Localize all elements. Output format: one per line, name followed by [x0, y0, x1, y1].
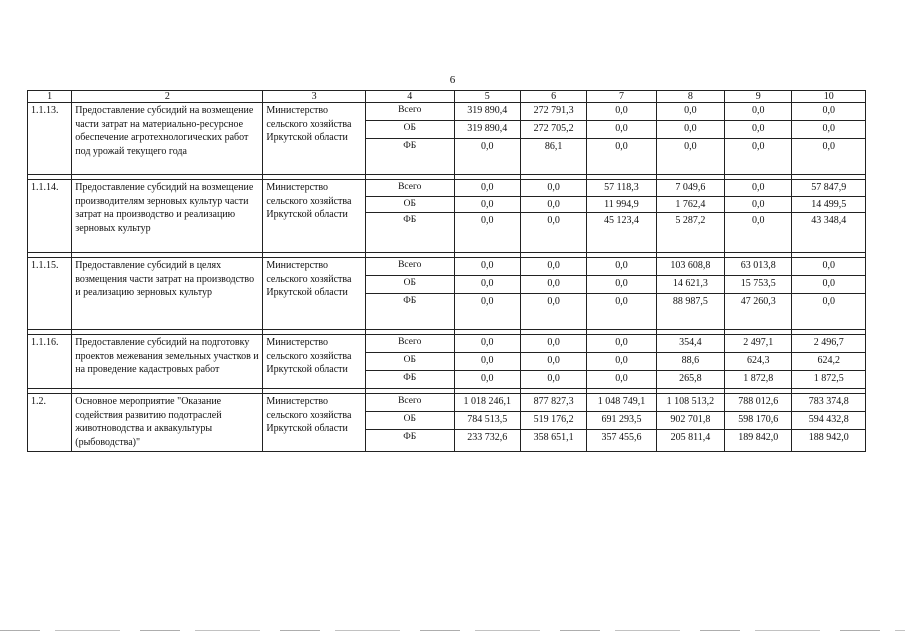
table-row: [28, 335, 866, 353]
value-cell-9: 624,3: [725, 353, 792, 371]
value-cell-9: 0,0: [725, 180, 792, 197]
value-cell-7: 0,0: [587, 335, 656, 353]
value-cell-5: 0,0: [454, 335, 520, 353]
value-cell-8: 0,0: [656, 139, 724, 175]
funding-source: Всего: [365, 258, 454, 276]
value-cell-7: 11 994,9: [587, 196, 656, 213]
funding-source: ФБ: [365, 294, 454, 330]
funding-source: Всего: [365, 180, 454, 197]
value-cell-10: 0,0: [792, 258, 866, 276]
table-row: [28, 394, 866, 412]
value-cell-8: 265,8: [656, 371, 724, 389]
value-cell-9: 1 872,8: [725, 371, 792, 389]
value-cell-8: 205 811,4: [656, 430, 724, 452]
value-cell-6: 0,0: [520, 196, 586, 213]
table-row: [28, 258, 866, 276]
item-code: 1.1.14.: [28, 180, 72, 253]
item-description: Основное мероприятие "Оказание содействия развитию подотраслей животноводства и аквакультуры (рыбоводства)": [72, 394, 263, 452]
value-cell-9: 15 753,5: [725, 276, 792, 294]
page-number: 6: [449, 74, 456, 86]
value-cell-8: 88 987,5: [656, 294, 724, 330]
value-cell-8: 0,0: [656, 121, 724, 139]
value-cell-9: 189 842,0: [725, 430, 792, 452]
value-cell-6: 0,0: [520, 276, 586, 294]
value-cell-9: 0,0: [725, 196, 792, 213]
value-cell-10: 594 432,8: [792, 412, 866, 430]
value-cell-5: 0,0: [454, 371, 520, 389]
funding-source: ФБ: [365, 139, 454, 175]
value-cell-9: 2 497,1: [725, 335, 792, 353]
value-cell-6: 358 651,1: [520, 430, 586, 452]
scan-edge-line: [0, 630, 905, 631]
value-cell-6: 877 827,3: [520, 394, 586, 412]
value-cell-5: 0,0: [454, 353, 520, 371]
value-cell-7: 45 123,4: [587, 213, 656, 253]
value-cell-10: 14 499,5: [792, 196, 866, 213]
value-cell-8: 14 621,3: [656, 276, 724, 294]
value-cell-5: 784 513,5: [454, 412, 520, 430]
value-cell-8: 0,0: [656, 103, 724, 121]
funding-source: ФБ: [365, 430, 454, 452]
item-description: Предоставление субсидий в целях возмещения части затрат на производство и реализацию зерновых культур: [72, 258, 263, 330]
value-cell-9: 0,0: [725, 103, 792, 121]
value-cell-8: 5 287,2: [656, 213, 724, 253]
header-cell: 8: [656, 91, 724, 103]
value-cell-7: 0,0: [587, 258, 656, 276]
value-cell-8: 1 108 513,2: [656, 394, 724, 412]
item-code: 1.1.13.: [28, 103, 72, 175]
value-cell-6: 0,0: [520, 371, 586, 389]
budget-table: [27, 90, 866, 452]
value-cell-6: 0,0: [520, 294, 586, 330]
header-cell: 10: [792, 91, 866, 103]
value-cell-6: 519 176,2: [520, 412, 586, 430]
item-executor: Министерство сельского хозяйства Иркутской области: [263, 258, 366, 330]
item-code: 1.1.16.: [28, 335, 72, 389]
value-cell-9: 0,0: [725, 121, 792, 139]
item-description: Предоставление субсидий на возмещение производителям зерновых культур части затрат на производство и реализацию зерновых культур: [72, 180, 263, 253]
value-cell-10: 0,0: [792, 294, 866, 330]
item-description: Предоставление субсидий на возмещение части затрат на материально-ресурсное обеспечение агротехнологических работ под урожай текущего года: [72, 103, 263, 175]
funding-source: ОБ: [365, 412, 454, 430]
value-cell-5: 319 890,4: [454, 121, 520, 139]
value-cell-7: 0,0: [587, 276, 656, 294]
value-cell-7: 0,0: [587, 294, 656, 330]
item-executor: Министерство сельского хозяйства Иркутской области: [263, 335, 366, 389]
value-cell-6: 272 791,3: [520, 103, 586, 121]
value-cell-8: 1 762,4: [656, 196, 724, 213]
header-cell: 3: [263, 91, 366, 103]
value-cell-9: 63 013,8: [725, 258, 792, 276]
value-cell-5: 319 890,4: [454, 103, 520, 121]
funding-source: ОБ: [365, 121, 454, 139]
value-cell-5: 233 732,6: [454, 430, 520, 452]
value-cell-6: 0,0: [520, 258, 586, 276]
table-row: [28, 103, 866, 121]
funding-source: Всего: [365, 394, 454, 412]
value-cell-5: 0,0: [454, 139, 520, 175]
header-row: [28, 91, 866, 103]
value-cell-6: 0,0: [520, 180, 586, 197]
value-cell-7: 0,0: [587, 121, 656, 139]
value-cell-10: 57 847,9: [792, 180, 866, 197]
value-cell-6: 0,0: [520, 335, 586, 353]
value-cell-7: 0,0: [587, 371, 656, 389]
header-cell: 9: [725, 91, 792, 103]
value-cell-10: 0,0: [792, 121, 866, 139]
value-cell-9: 0,0: [725, 139, 792, 175]
header-cell: 1: [28, 91, 72, 103]
header-cell: 4: [365, 91, 454, 103]
value-cell-10: 43 348,4: [792, 213, 866, 253]
funding-source: ФБ: [365, 371, 454, 389]
value-cell-8: 902 701,8: [656, 412, 724, 430]
value-cell-5: 0,0: [454, 258, 520, 276]
value-cell-7: 0,0: [587, 139, 656, 175]
value-cell-9: 598 170,6: [725, 412, 792, 430]
item-code: 1.2.: [28, 394, 72, 452]
header-cell: 7: [587, 91, 656, 103]
value-cell-7: 57 118,3: [587, 180, 656, 197]
item-code: 1.1.15.: [28, 258, 72, 330]
value-cell-10: 2 496,7: [792, 335, 866, 353]
header-cell: 6: [520, 91, 586, 103]
funding-source: Всего: [365, 335, 454, 353]
value-cell-9: 788 012,6: [725, 394, 792, 412]
value-cell-6: 0,0: [520, 213, 586, 253]
value-cell-10: 624,2: [792, 353, 866, 371]
value-cell-8: 354,4: [656, 335, 724, 353]
item-executor: Министерство сельского хозяйства Иркутской области: [263, 394, 366, 452]
value-cell-10: 0,0: [792, 276, 866, 294]
value-cell-9: 47 260,3: [725, 294, 792, 330]
value-cell-10: 1 872,5: [792, 371, 866, 389]
value-cell-10: 0,0: [792, 139, 866, 175]
value-cell-5: 0,0: [454, 276, 520, 294]
value-cell-5: 0,0: [454, 180, 520, 197]
funding-source: Всего: [365, 103, 454, 121]
item-description: Предоставление субсидий на подготовку проектов межевания земельных участков и на проведение кадастровых работ: [72, 335, 263, 389]
header-cell: 2: [72, 91, 263, 103]
value-cell-10: 188 942,0: [792, 430, 866, 452]
value-cell-10: 783 374,8: [792, 394, 866, 412]
header-cell: 5: [454, 91, 520, 103]
value-cell-7: 0,0: [587, 103, 656, 121]
value-cell-7: 1 048 749,1: [587, 394, 656, 412]
item-executor: Министерство сельского хозяйства Иркутской области: [263, 180, 366, 253]
value-cell-6: 0,0: [520, 353, 586, 371]
value-cell-6: 86,1: [520, 139, 586, 175]
value-cell-7: 691 293,5: [587, 412, 656, 430]
value-cell-10: 0,0: [792, 103, 866, 121]
value-cell-5: 0,0: [454, 294, 520, 330]
item-executor: Министерство сельского хозяйства Иркутской области: [263, 103, 366, 175]
value-cell-9: 0,0: [725, 213, 792, 253]
funding-source: ОБ: [365, 276, 454, 294]
value-cell-8: 88,6: [656, 353, 724, 371]
value-cell-6: 272 705,2: [520, 121, 586, 139]
value-cell-8: 7 049,6: [656, 180, 724, 197]
funding-source: ОБ: [365, 353, 454, 371]
value-cell-5: 1 018 246,1: [454, 394, 520, 412]
value-cell-7: 357 455,6: [587, 430, 656, 452]
value-cell-7: 0,0: [587, 353, 656, 371]
funding-source: ОБ: [365, 196, 454, 213]
value-cell-5: 0,0: [454, 213, 520, 253]
value-cell-5: 0,0: [454, 196, 520, 213]
value-cell-8: 103 608,8: [656, 258, 724, 276]
funding-source: ФБ: [365, 213, 454, 253]
table-row: [28, 180, 866, 197]
